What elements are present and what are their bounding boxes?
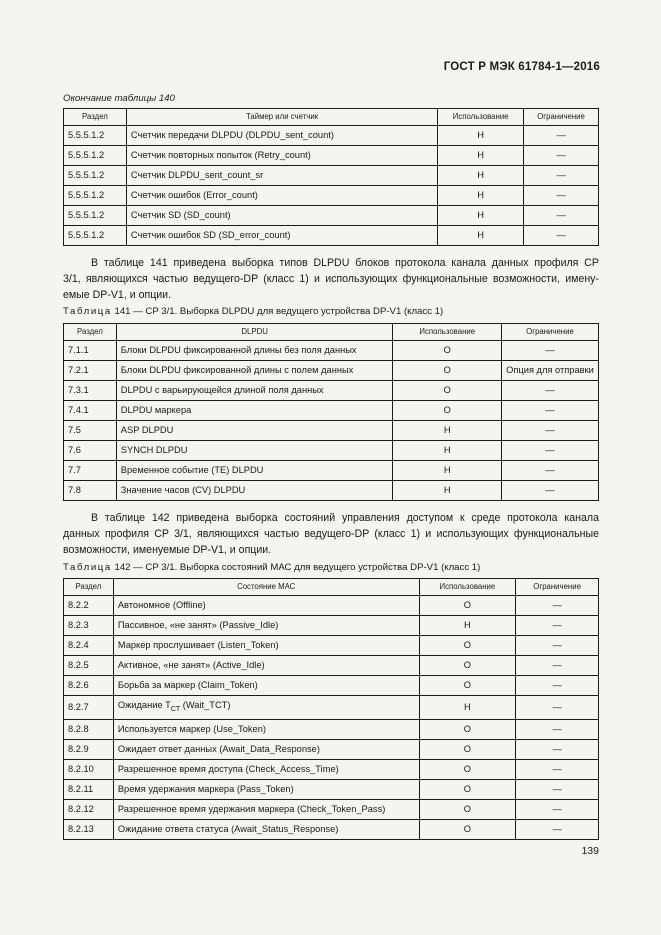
cell-section: 8.2.6 [64, 676, 114, 696]
cell-section: 7.4.1 [64, 401, 117, 421]
cell-section: 8.2.9 [64, 739, 114, 759]
cell-section: 8.2.3 [64, 616, 114, 636]
cell-usage: О [419, 819, 516, 839]
cell-section: 8.2.8 [64, 719, 114, 739]
cell-name: Счетчик передачи DLPDU (DLPDU_sent_count) [126, 126, 437, 146]
cell-name: DLPDU маркера [116, 401, 393, 421]
cell-section: 7.8 [64, 481, 117, 501]
caption-text: 141 — CP 3/1. Выборка DLPDU для ведущего устройства DP-V1 (класс 1) [114, 306, 444, 317]
cell-restriction: — [516, 779, 599, 799]
cell-restriction: — [516, 739, 599, 759]
cell-usage: Н [393, 481, 502, 501]
cell-restriction: Опция для отправки [501, 361, 598, 381]
cell-name [113, 696, 419, 720]
column-header: DLPDU [116, 324, 393, 341]
cell-restriction: — [516, 696, 599, 720]
cell-restriction: — [524, 126, 599, 146]
cell-section: 5.5.5.1.2 [64, 146, 127, 166]
table-row [64, 819, 599, 839]
cell-section: 8.2.10 [64, 759, 114, 779]
table-row [64, 401, 599, 421]
cell-section: 8.2.4 [64, 636, 114, 656]
cell-name: Блоки DLPDU фиксированной длины без поля данных [116, 341, 393, 361]
cell-usage: О [419, 676, 516, 696]
cell-name: Автономное (Offline) [113, 596, 419, 616]
cell-restriction: — [516, 819, 599, 839]
cell-usage: О [419, 719, 516, 739]
cell-section: 8.2.11 [64, 779, 114, 799]
cell-restriction: — [516, 596, 599, 616]
text-line: В таблице 141 приведена выборка типов DLPDU блоков протокола канала данных профиля CP [91, 257, 599, 269]
cell-restriction: — [524, 146, 599, 166]
column-header: Раздел [64, 324, 117, 341]
cell-usage: О [419, 739, 516, 759]
cell-section: 7.6 [64, 441, 117, 461]
column-header: Использование [419, 579, 516, 596]
column-header: Ограничение [501, 324, 598, 341]
table-140-caption: Окончание таблицы 140 [63, 93, 175, 104]
cell-name: Счетчик повторных попыток (Retry_count) [126, 146, 437, 166]
cell-restriction: — [501, 461, 598, 481]
table-row [64, 759, 599, 779]
cell-section: 8.2.12 [64, 799, 114, 819]
cell-usage: Н [438, 186, 524, 206]
table-row [64, 461, 599, 481]
table-row [64, 361, 599, 381]
cell-name: ASP DLPDU [116, 421, 393, 441]
cell-restriction: — [501, 481, 598, 501]
cell-restriction: — [501, 401, 598, 421]
table-row [64, 739, 599, 759]
text-line: 3/1, являющихся частью ведущего-DP (класс 1) и использующих функциональные возможности, имену- [63, 273, 599, 285]
table-row [64, 696, 599, 720]
cell-name: Значение часов (CV) DLPDU [116, 481, 393, 501]
table-row [64, 381, 599, 401]
caption-label: Таблица [63, 306, 112, 317]
table-row [64, 146, 599, 166]
table-row [64, 126, 599, 146]
table-row [64, 206, 599, 226]
cell-name: DLPDU с варьирующейся длиной поля данных [116, 381, 393, 401]
table-142 [63, 578, 599, 840]
cell-usage: Н [438, 226, 524, 246]
table-141-caption [63, 306, 443, 317]
table-row [64, 441, 599, 461]
cell-name: Счетчик DLPDU_sent_count_sr [126, 166, 437, 186]
cell-restriction: — [501, 341, 598, 361]
cell-restriction: — [516, 616, 599, 636]
cell-name: Борьба за маркер (Claim_Token) [113, 676, 419, 696]
cell-usage: О [393, 361, 502, 381]
cell-section: 8.2.2 [64, 596, 114, 616]
cell-usage: О [419, 799, 516, 819]
cell-section: 7.2.1 [64, 361, 117, 381]
cell-name: Разрешенное время доступа (Check_Access_Time) [113, 759, 419, 779]
cell-name: Счетчик SD (SD_count) [126, 206, 437, 226]
subscript: CT [170, 705, 181, 713]
table-row [64, 226, 599, 246]
text-line: емые DP-V1, и опции. [63, 289, 172, 301]
table-header-row [64, 324, 599, 341]
cell-section: 7.5 [64, 421, 117, 441]
cell-usage: Н [393, 421, 502, 441]
cell-restriction: — [524, 226, 599, 246]
cell-usage: Н [438, 126, 524, 146]
cell-name: Ожидает ответ данных (Await_Data_Response) [113, 739, 419, 759]
cell-section: 8.2.5 [64, 656, 114, 676]
table-142-caption [63, 562, 480, 573]
cell-usage: О [419, 656, 516, 676]
cell-name: Пассивное, «не занят» (Passive_Idle) [113, 616, 419, 636]
cell-name: Счетчик ошибок (Error_count) [126, 186, 437, 206]
text-line: В таблице 142 приведена выборка состояний управления доступом к среде протокола канала [91, 512, 599, 524]
column-header: Таймер или счетчик [126, 109, 437, 126]
cell-usage: О [419, 636, 516, 656]
cell-name: Используется маркер (Use_Token) [113, 719, 419, 739]
table-row [64, 596, 599, 616]
table-row [64, 481, 599, 501]
table-141 [63, 323, 599, 501]
table-140 [63, 108, 599, 246]
table-row [64, 616, 599, 636]
cell-usage: Н [438, 166, 524, 186]
cell-name: Время удержания маркера (Pass_Token) [113, 779, 419, 799]
cell-usage: О [419, 779, 516, 799]
table-row [64, 719, 599, 739]
cell-section: 5.5.5.1.2 [64, 126, 127, 146]
table-header-row [64, 109, 599, 126]
page-number: 139 [581, 845, 599, 857]
paragraph-table-141-intro [63, 255, 599, 303]
table-row [64, 656, 599, 676]
cell-name: Блоки DLPDU фиксированной длины с полем данных [116, 361, 393, 381]
cell-restriction: — [516, 636, 599, 656]
cell-restriction: — [516, 676, 599, 696]
cell-usage: Н [438, 146, 524, 166]
caption-label: Таблица [63, 562, 112, 573]
cell-restriction: — [501, 381, 598, 401]
cell-restriction: — [501, 441, 598, 461]
table-row [64, 636, 599, 656]
cell-usage: Н [393, 461, 502, 481]
cell-usage: Н [393, 441, 502, 461]
cell-restriction: — [516, 719, 599, 739]
cell-section: 8.2.7 [64, 696, 114, 720]
text-line: данных профиля CP 3/1, являющихся частью ведущего-DP (класс 1) и использующих функциональные [63, 528, 599, 540]
cell-section: 5.5.5.1.2 [64, 166, 127, 186]
cell-restriction: — [524, 166, 599, 186]
cell-usage: О [393, 401, 502, 421]
cell-section: 7.7 [64, 461, 117, 481]
table-row [64, 799, 599, 819]
caption-text: 142 — CP 3/1. Выборка состояний МАС для ведущего устройства DP-V1 (класс 1) [114, 562, 481, 573]
cell-restriction: — [524, 206, 599, 226]
column-header: Раздел [64, 579, 114, 596]
cell-section: 8.2.13 [64, 819, 114, 839]
cell-restriction: — [501, 421, 598, 441]
cell-name: Временное событие (TE) DLPDU [116, 461, 393, 481]
column-header: Использование [438, 109, 524, 126]
cell-name: Разрешенное время удержания маркера (Check_Token_Pass) [113, 799, 419, 819]
cell-usage: О [393, 381, 502, 401]
table-row [64, 676, 599, 696]
text-line: возможности, именуемые DP-V1, и опции. [63, 544, 272, 556]
column-header: Ограничение [516, 579, 599, 596]
text-part: Ожидание T [117, 700, 171, 710]
column-header: Использование [393, 324, 502, 341]
column-header: Состояние МАС [113, 579, 419, 596]
cell-usage: О [419, 596, 516, 616]
cell-section: 5.5.5.1.2 [64, 226, 127, 246]
cell-section: 5.5.5.1.2 [64, 186, 127, 206]
table-header-row [64, 579, 599, 596]
cell-usage: О [419, 759, 516, 779]
cell-name: Ожидание ответа статуса (Await_Status_Response) [113, 819, 419, 839]
table-row [64, 186, 599, 206]
paragraph-table-142-intro [63, 510, 599, 558]
table-row [64, 341, 599, 361]
cell-usage: О [393, 341, 502, 361]
text-part: (Wait_TCT) [180, 700, 231, 710]
table-row [64, 779, 599, 799]
cell-name: Маркер прослушивает (Listen_Token) [113, 636, 419, 656]
table-row [64, 166, 599, 186]
cell-name: Счетчик ошибок SD (SD_error_count) [126, 226, 437, 246]
cell-restriction: — [524, 186, 599, 206]
column-header: Ограничение [524, 109, 599, 126]
cell-name: SYNCH DLPDU [116, 441, 393, 461]
cell-section: 5.5.5.1.2 [64, 206, 127, 226]
table-row [64, 421, 599, 441]
page-header: ГОСТ Р МЭК 61784-1—2016 [443, 61, 600, 73]
cell-usage: Н [419, 616, 516, 636]
cell-usage: Н [419, 696, 516, 720]
column-header: Раздел [64, 109, 127, 126]
cell-section: 7.1.1 [64, 341, 117, 361]
cell-restriction: — [516, 799, 599, 819]
cell-restriction: — [516, 656, 599, 676]
cell-section: 7.3.1 [64, 381, 117, 401]
cell-name: Активное, «не занят» (Active_Idle) [113, 656, 419, 676]
cell-usage: Н [438, 206, 524, 226]
cell-restriction: — [516, 759, 599, 779]
